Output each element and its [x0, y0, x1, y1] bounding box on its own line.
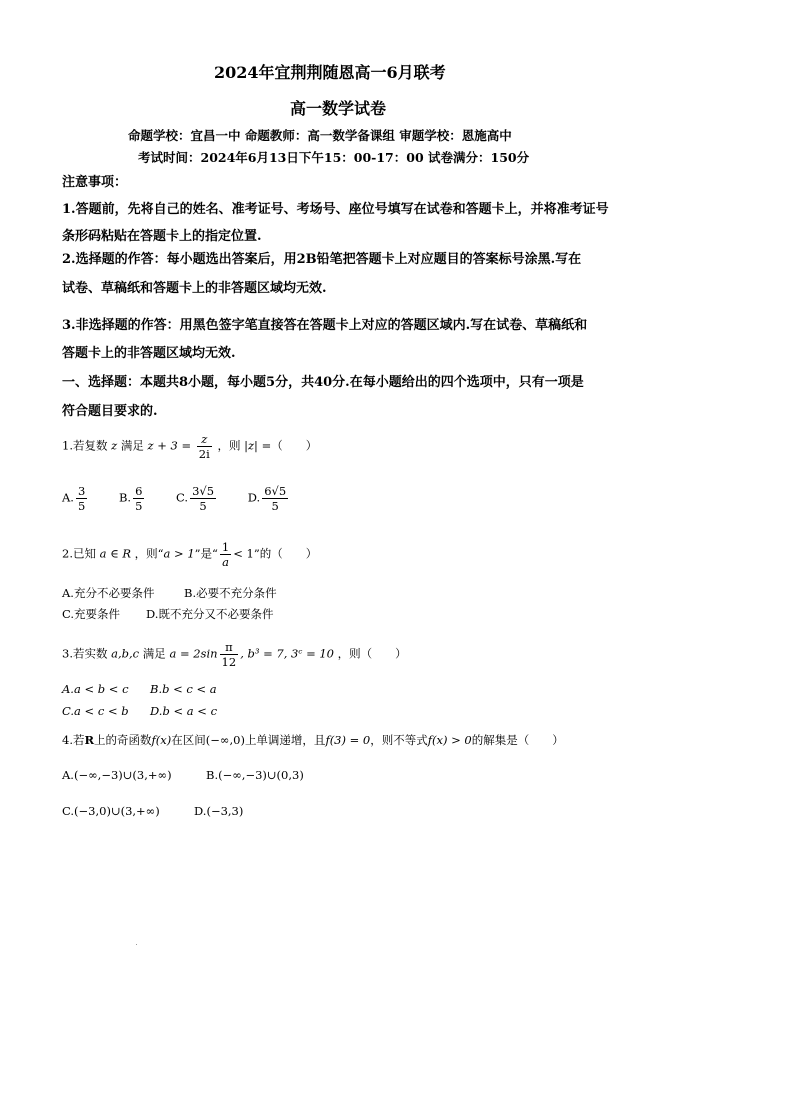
q4-R: R: [84, 733, 95, 747]
q1-eq-left: z + 3 =: [147, 438, 192, 453]
q2-option-b: B.必要不充分条件: [184, 586, 277, 600]
q1-fraction: [197, 432, 212, 461]
exam-info-line1: 命题学校：宜昌一中 命题教师：高一数学备课组 审题学校：恩施高中: [128, 128, 512, 143]
q2-cond: a ∈ R: [99, 546, 131, 561]
q1-prefix: 1.若复数: [62, 438, 108, 453]
section1-heading-line2: 符合题目要求的.: [62, 404, 158, 419]
q3-fraction: $\frac{\pi}{12}$: [221, 640, 237, 669]
question-2: 2.已知 a ∈ R ，则“a > 1”是“ $\frac{1}{a}$ < 1”的（ ）: [62, 540, 318, 569]
q2-fraction: $\frac{1}{a}$: [221, 540, 230, 569]
q2-option-c: C.充要条件: [62, 607, 121, 621]
notice-item2-line1: 2.选择题的作答：每小题选出答案后，用2B铅笔把答题卡上对应题目的答案标号涂黑.写在: [62, 252, 582, 267]
question-4: 4.若R上的奇函数f(x)在区间(−∞,0)上单调递增，且f(3) = 0，则不等式f(x) > 0的解集是（ ）: [62, 733, 564, 747]
section1-heading-line1: 一、选择题：本题共8小题，每小题5分，共40分.在每小题给出的四个选项中，只有一项是: [62, 375, 584, 390]
q4-option-c: C.(−3,0)∪(3,+∞): [62, 804, 160, 818]
q1-mid: 满足: [120, 438, 144, 453]
q2-option-a: A.充分不必要条件: [62, 586, 155, 600]
notice-heading: 注意事项：: [62, 175, 128, 190]
q1-option-d: D. $\frac{6√5}{5}$: [247, 484, 287, 513]
question-1: [62, 432, 317, 461]
q4-option-a: A.(−∞,−3)∪(3,+∞): [62, 768, 172, 782]
notice-item3-line2: 答题卡上的非答题区域均无效.: [62, 346, 236, 361]
q1-abs: |z|: [244, 438, 258, 453]
q2-option-d: D.既不充分又不必要条件: [146, 607, 274, 621]
q3-option-a: A.a < b < c: [62, 682, 129, 696]
q1-option-b: B. $\frac{6}{5}$: [118, 484, 143, 513]
page-speck: [136, 944, 137, 945]
q1-option-a: A. $\frac{3}{5}$: [62, 484, 86, 513]
q1-var: z: [111, 438, 118, 453]
q3-vars: a,b,c: [111, 646, 140, 661]
exam-subtitle: 高一数学试卷: [290, 99, 387, 118]
q1-options: [62, 484, 316, 513]
notice-item1-line1: 1.答题前，先将自己的姓名、准考证号、考场号、座位号填写在试卷和答题卡上，并将准考证号: [62, 202, 609, 217]
exam-info-line2: 考试时间：2024年6月13日下午15：00-17：00 试卷满分：150分: [138, 150, 530, 165]
q1-frac-den: 2i: [198, 447, 210, 461]
q3-option-c: C.a < c < b: [62, 704, 129, 718]
notice-item1-line2: 条形码粘贴在答题卡上的指定位置.: [62, 229, 262, 244]
q3-option-d: D.b < a < c: [150, 704, 218, 718]
exam-title: 2024年宜荆荆随恩高一6月联考: [214, 63, 446, 82]
notice-item2-line2: 试卷、草稿纸和答题卡上的非答题区域均无效.: [62, 281, 327, 296]
q4-option-d: D.(−3,3): [194, 804, 244, 818]
q1-tail: ，则: [217, 438, 241, 453]
q1-option-c: C. $\frac{3√5}{5}$: [176, 484, 215, 513]
q1-frac-num: z: [197, 432, 212, 447]
q4-option-b: B.(−∞,−3)∪(0,3): [206, 768, 304, 782]
q1-end: =（ ）: [261, 438, 318, 453]
question-3: 3.若实数 a,b,c 满足 a = 2sin $\frac{\pi}{12}$ , b³ = 7, 3ᶜ = 10 ，则（ ）: [62, 640, 407, 669]
q3-option-b: B.b < c < a: [150, 682, 217, 696]
notice-item3-line1: 3.非选择题的作答：用黑色签字笔直接答在答题卡上对应的答题区域内.写在试卷、草稿纸和: [62, 318, 588, 333]
